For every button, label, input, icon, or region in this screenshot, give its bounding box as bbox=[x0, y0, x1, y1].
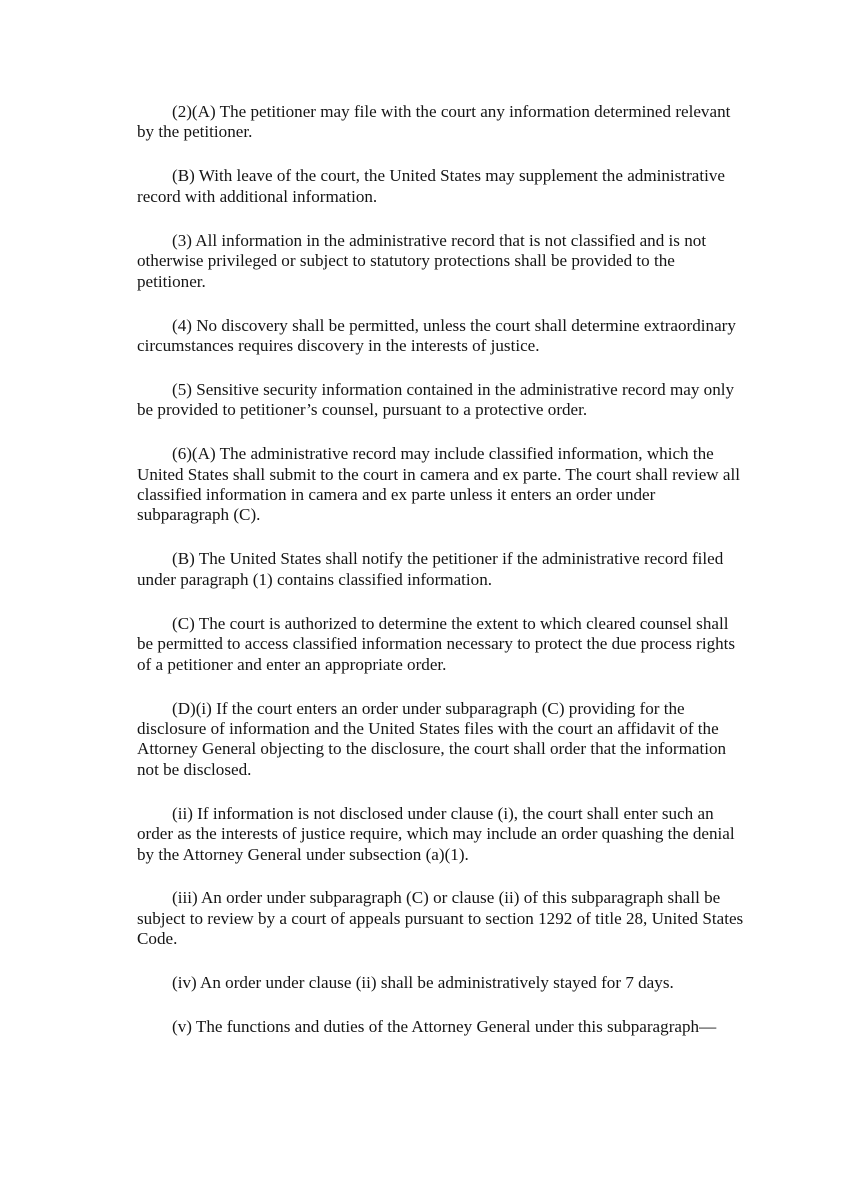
text-line: (3) All information in the administrative record that is not classified and is not bbox=[172, 230, 707, 250]
text-line: (iv) An order under clause (ii) shall be administratively stayed for 7 days. bbox=[172, 973, 674, 993]
text-line: (2)(A) The petitioner may file with the court any information determined relevant bbox=[172, 102, 731, 121]
paragraph-6a bbox=[137, 444, 797, 526]
text-line: record with additional information. bbox=[137, 186, 378, 206]
paragraph-4 bbox=[137, 316, 797, 357]
text-line: (D)(i) If the court enters an order under subparagraph (C) providing for the bbox=[172, 698, 685, 718]
text-line: subject to review by a court of appeals pursuant to section 1292 of title 28, United States bbox=[137, 908, 744, 928]
text-line: disclosure of information and the United States files with the court an affidavit of the bbox=[137, 718, 719, 738]
text-line: (4) No discovery shall be permitted, unless the court shall determine extraordinary bbox=[172, 315, 736, 335]
text-line: (C) The court is authorized to determine the extent to which cleared counsel shall bbox=[172, 613, 729, 633]
paragraph-5 bbox=[137, 380, 797, 421]
paragraph-6d-ii bbox=[137, 804, 797, 865]
text-line: Attorney General objecting to the disclosure, the court shall order that the information bbox=[137, 739, 727, 759]
paragraph-6d-i bbox=[137, 699, 797, 781]
text-line: (B) The United States shall notify the petitioner if the administrative record filed bbox=[172, 549, 724, 569]
text-line: (B) With leave of the court, the United States may supplement the administrative bbox=[172, 166, 725, 186]
paragraph-2a bbox=[137, 102, 797, 143]
text-line: by the petitioner. bbox=[137, 122, 253, 142]
paragraph-3 bbox=[137, 231, 797, 292]
text-line: otherwise privileged or subject to statutory protections shall be provided to the bbox=[137, 251, 675, 271]
paragraph-6c bbox=[137, 614, 797, 675]
text-line: be permitted to access classified information necessary to protect the due process rights bbox=[137, 634, 736, 654]
text-line: circumstances requires discovery in the interests of justice. bbox=[137, 335, 540, 355]
text-line: order as the interests of justice require, which may include an order quashing the denial bbox=[137, 824, 735, 844]
text-line: classified information in camera and ex parte unless it enters an order under bbox=[137, 485, 656, 505]
text-line: (ii) If information is not disclosed under clause (i), the court shall enter such an bbox=[172, 803, 714, 823]
text-line: (5) Sensitive security information contained in the administrative record may only bbox=[172, 379, 735, 399]
document-page bbox=[137, 102, 797, 1061]
text-line: Code. bbox=[137, 929, 178, 949]
paragraph-6d-iv bbox=[137, 973, 797, 993]
text-line: by the Attorney General under subsection (a)(1). bbox=[137, 844, 469, 864]
text-line: (6)(A) The administrative record may include classified information, which the bbox=[172, 444, 714, 464]
paragraph-2b bbox=[137, 166, 797, 207]
paragraph-6d-v bbox=[137, 1017, 797, 1037]
text-line: subparagraph (C). bbox=[137, 505, 261, 525]
text-line: not be disclosed. bbox=[137, 759, 252, 779]
text-line: United States shall submit to the court in camera and ex parte. The court shall review all bbox=[137, 464, 741, 484]
text-line: petitioner. bbox=[137, 271, 206, 291]
text-line: be provided to petitioner’s counsel, pursuant to a protective order. bbox=[137, 400, 588, 420]
paragraph-6b bbox=[137, 549, 797, 590]
paragraph-6d-iii bbox=[137, 888, 797, 949]
text-line: under paragraph (1) contains classified information. bbox=[137, 569, 493, 589]
text-line: (v) The functions and duties of the Attorney General under this subparagraph— bbox=[172, 1017, 717, 1037]
text-line: (iii) An order under subparagraph (C) or clause (ii) of this subparagraph shall be bbox=[172, 888, 721, 908]
text-line: of a petitioner and enter an appropriate order. bbox=[137, 654, 447, 674]
